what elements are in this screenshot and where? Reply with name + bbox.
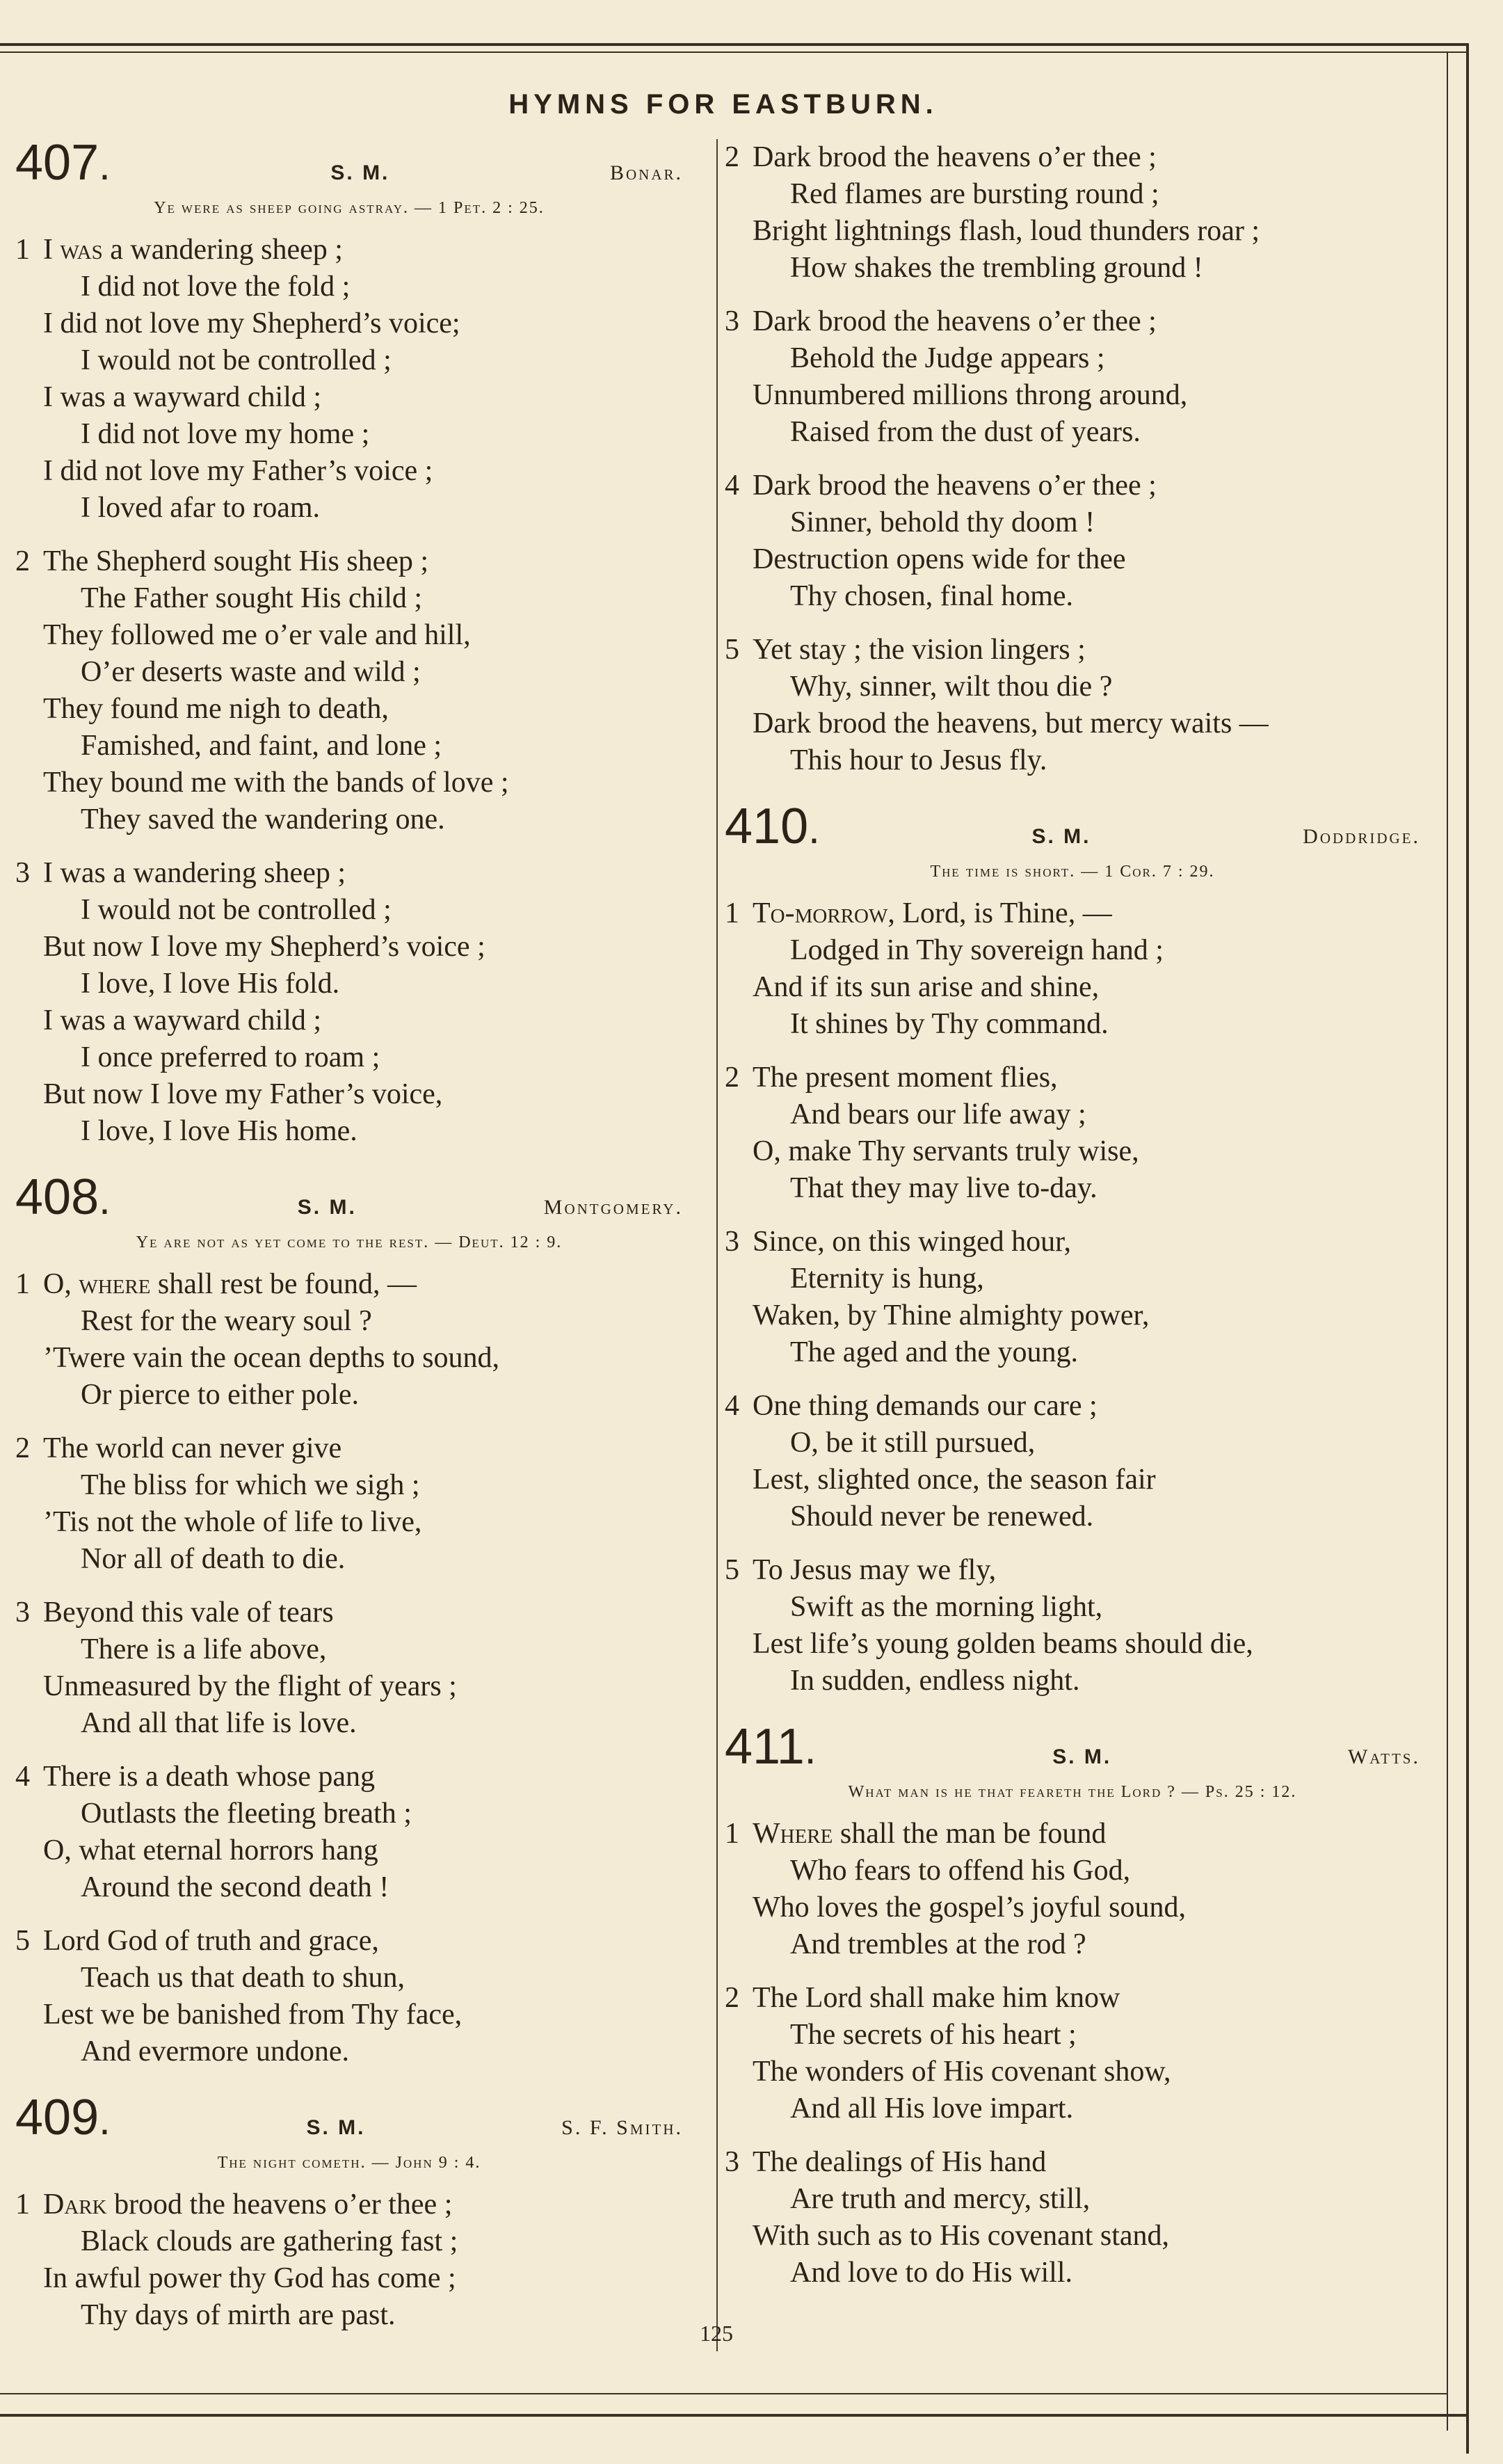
hymn-line: O, what eternal horrors hang — [43, 1834, 378, 1866]
scripture-reference: Ye are not as yet come to the rest. — Deut. 12 : 9. — [136, 1233, 563, 1251]
page-frame-bottom-rule — [0, 2414, 1469, 2417]
stanza-first-word: O, where — [43, 1268, 151, 1300]
hymn-line: They bound me with the bands of love ; — [43, 767, 509, 799]
stanza-5 — [725, 1552, 1420, 1699]
scripture-reference: What man is he that feareth the Lord ? — Ps. 25 : 12. — [848, 1783, 1297, 1801]
hymn-line: The wonders of His covenant show, — [753, 2056, 1171, 2088]
hymn-line: They saved the wandering one. — [81, 803, 445, 835]
hymn-411 — [725, 1719, 1420, 2291]
hymn-line: The present moment flies, — [753, 1062, 1058, 1094]
hymn-line: Destruction opens wide for thee — [753, 543, 1126, 575]
hymn-line: And if its sun arise and shine, — [753, 971, 1100, 1003]
hymn-line: Waken, by Thine almighty power, — [753, 1299, 1150, 1331]
stanza-number: 5 — [725, 1554, 739, 1586]
hymn-line: This hour to Jesus fly. — [790, 744, 1047, 776]
hymn-line: a wandering sheep ; — [102, 234, 343, 266]
hymn-line: Sinner, behold thy doom ! — [790, 506, 1095, 538]
stanza-number: 5 — [725, 634, 739, 666]
stanza-4 — [15, 1759, 683, 1906]
stanza-first-word: I was — [43, 234, 103, 266]
scripture-reference: The time is short. — 1 Cor. 7 : 29. — [930, 863, 1215, 881]
hymn-meter: S. M. — [306, 2116, 366, 2139]
hymn-line: Are truth and mercy, still, — [790, 2183, 1091, 2215]
hymn-line: I was a wayward child ; — [43, 381, 322, 413]
hymn-author: Montgomery. — [543, 1196, 683, 1219]
hymn-line: Lest life’s young golden beams should die, — [753, 1628, 1253, 1660]
hymn-line: Or pierce to either pole. — [81, 1379, 359, 1411]
hymn-line: Yet stay ; the vision lingers ; — [753, 634, 1086, 666]
stanza-number: 4 — [725, 470, 739, 502]
hymn-line: And all His love impart. — [790, 2093, 1074, 2125]
hymn-line: The aged and the young. — [790, 1336, 1079, 1368]
stanza-number: 3 — [725, 1226, 739, 1258]
stanza-1 — [15, 232, 683, 527]
hymn-meter: S. M. — [1052, 1745, 1112, 1768]
stanza-1 — [15, 1266, 683, 1414]
stanza-first-word: Dark — [43, 2189, 107, 2221]
left-column — [15, 135, 683, 2358]
hymn-408 — [15, 1169, 683, 2070]
stanza-1 — [725, 1816, 1420, 1963]
hymn-line: Eternity is hung, — [790, 1263, 984, 1295]
hymn-line: brood the heavens o’er thee ; — [106, 2189, 453, 2221]
hymn-line: The Lord shall make him know — [753, 1982, 1120, 2014]
hymn-line: I once preferred to roam ; — [81, 1041, 380, 1073]
hymn-line: The Father sought His child ; — [81, 582, 423, 614]
stanza-3 — [15, 1594, 683, 1742]
stanza-5 — [15, 1923, 683, 2070]
hymn-heading — [15, 1169, 683, 1225]
hymn-line: Dark brood the heavens o’er thee ; — [753, 470, 1157, 502]
page-frame-top-inner-rule — [0, 51, 1469, 53]
hymn-line: And love to do His will. — [790, 2257, 1072, 2289]
stanza-number: 1 — [15, 1268, 30, 1300]
hymn-line: , Lord, is Thine, — — [887, 897, 1112, 929]
stanza-number: 4 — [15, 1761, 30, 1793]
stanza-2 — [725, 1980, 1420, 2127]
hymn-line: Lest we be banished from Thy face, — [43, 1999, 463, 2031]
hymn-line: Raised from the dust of years. — [790, 416, 1141, 448]
hymn-line: ’Twere vain the ocean depths to sound, — [43, 1342, 500, 1374]
hymn-author: Bonar. — [609, 161, 683, 184]
stanza-number: 5 — [15, 1925, 30, 1957]
hymn-409 — [15, 2090, 683, 2334]
hymn-line: And all that life is love. — [81, 1707, 357, 1739]
stanza-1 — [15, 2186, 683, 2334]
stanza-number: 1 — [15, 234, 30, 266]
hymn-line: Thy days of mirth are past. — [81, 2299, 396, 2331]
stanza-number: 1 — [15, 2189, 30, 2221]
hymn-line: shall rest be found, — — [150, 1268, 417, 1300]
hymn-line: The Shepherd sought His sheep ; — [43, 545, 429, 577]
hymn-line: Thy chosen, final home. — [790, 580, 1074, 612]
hymn-author: S. F. Smith. — [561, 2116, 683, 2139]
hymn-line: It shines by Thy command. — [790, 1008, 1109, 1040]
hymn-line: Rest for the weary soul ? — [81, 1305, 372, 1337]
hymn-line: But now I love my Shepherd’s voice ; — [43, 931, 485, 963]
hymn-line: I did not love my home ; — [81, 418, 370, 450]
page-number: 125 — [700, 2321, 733, 2346]
hymn-line: O, be it still pursued, — [790, 1427, 1036, 1459]
page-frame-right-rule — [1466, 43, 1469, 2454]
stanza-number: 2 — [15, 1432, 30, 1464]
stanza-2 — [725, 139, 1420, 287]
hymn-line: They followed me o’er vale and hill, — [43, 619, 471, 651]
hymn-number: 410. — [725, 799, 820, 854]
stanza-5 — [725, 632, 1420, 779]
stanza-first-word: Where — [753, 1818, 833, 1850]
scripture-reference: The night cometh. — John 9 : 4. — [217, 2154, 481, 2172]
hymn-line: I loved afar to roam. — [81, 492, 321, 524]
hymn-line: I did not love my Father’s voice ; — [43, 455, 433, 487]
scripture-reference: Ye were as sheep going astray. — 1 Pet. 2 : 25. — [154, 199, 545, 217]
hymn-line: Lodged in Thy sovereign hand ; — [790, 934, 1164, 966]
hymn-line: Famished, and faint, and lone ; — [81, 730, 442, 762]
hymn-line: The bliss for which we sigh ; — [81, 1469, 420, 1501]
stanza-number: 3 — [725, 2146, 739, 2178]
hymn-line: And trembles at the rod ? — [790, 1928, 1086, 1960]
hymn-409-continued — [725, 139, 1420, 779]
stanza-4 — [725, 1388, 1420, 1535]
hymn-line: I love, I love His fold. — [81, 968, 340, 1000]
hymn-line: In sudden, endless night. — [790, 1665, 1080, 1697]
hymn-heading — [725, 799, 1420, 854]
stanza-number: 1 — [725, 1818, 739, 1850]
hymn-line: There is a life above, — [81, 1633, 327, 1665]
page-frame-top-rule — [0, 43, 1469, 46]
hymn-line: Dark brood the heavens, but mercy waits — — [753, 707, 1269, 739]
stanza-3 — [725, 303, 1420, 451]
stanza-1 — [725, 895, 1420, 1043]
right-column — [725, 139, 1420, 2315]
hymn-line: To Jesus may we fly, — [753, 1554, 997, 1586]
hymn-line: Dark brood the heavens o’er thee ; — [753, 305, 1157, 337]
stanza-3 — [725, 1224, 1420, 1371]
stanza-2 — [15, 1430, 683, 1578]
hymn-number: 408. — [15, 1169, 111, 1225]
hymn-heading — [15, 2090, 683, 2145]
hymn-line: With such as to His covenant stand, — [753, 2220, 1170, 2252]
hymn-line: The dealings of His hand — [753, 2146, 1047, 2178]
hymn-line: Outlasts the fleeting breath ; — [81, 1798, 412, 1830]
stanza-3 — [15, 855, 683, 1150]
hymn-line: Why, sinner, wilt thou die ? — [790, 671, 1113, 703]
stanza-first-word: To-morrow — [753, 897, 888, 929]
stanza-3 — [725, 2144, 1420, 2291]
hymn-line: shall the man be found — [833, 1818, 1107, 1850]
hymn-line: Since, on this winged hour, — [753, 1226, 1071, 1258]
stanza-2 — [725, 1059, 1420, 1207]
hymn-line: I would not be controlled ; — [81, 344, 392, 376]
hymn-line: Beyond this vale of tears — [43, 1597, 334, 1629]
hymn-line: Should never be renewed. — [790, 1501, 1094, 1533]
hymn-line: Lord God of truth and grace, — [43, 1925, 379, 1957]
hymn-410 — [725, 799, 1420, 1699]
hymn-line: Teach us that death to shun, — [81, 1962, 405, 1994]
hymn-line: They found me nigh to death, — [43, 693, 389, 725]
hymn-line: Who fears to offend his God, — [790, 1855, 1131, 1887]
column-divider — [716, 139, 718, 2351]
hymn-line: That they may live to-day. — [790, 1172, 1098, 1204]
stanza-number: 2 — [725, 141, 739, 173]
stanza-4 — [725, 467, 1420, 615]
page-frame-bottom-inner-rule — [0, 2393, 1448, 2394]
hymn-line: Dark brood the heavens o’er thee ; — [753, 141, 1157, 173]
hymn-line: Nor all of death to die. — [81, 1543, 346, 1575]
hymn-line: The world can never give — [43, 1432, 342, 1464]
stanza-number: 3 — [15, 857, 30, 889]
hymn-line: ’Tis not the whole of life to live, — [43, 1506, 422, 1538]
hymn-line: In awful power thy God has come ; — [43, 2262, 456, 2294]
hymn-line: And bears our life away ; — [790, 1098, 1086, 1130]
hymn-line: The secrets of his heart ; — [790, 2019, 1077, 2051]
hymn-line: One thing demands our care ; — [753, 1390, 1098, 1422]
hymn-meter: S. M. — [297, 1196, 357, 1219]
hymn-line: But now I love my Father’s voice, — [43, 1078, 443, 1110]
hymn-line: I was a wandering sheep ; — [43, 857, 346, 889]
stanza-number: 2 — [725, 1062, 739, 1094]
hymn-number: 411. — [725, 1719, 817, 1775]
hymn-heading — [15, 135, 683, 191]
hymn-meter: S. M. — [330, 161, 390, 184]
hymn-number: 409. — [15, 2090, 111, 2145]
page-header: HYMNS FOR EASTBURN. — [508, 89, 938, 120]
hymn-line: O’er deserts waste and wild ; — [81, 656, 421, 688]
hymn-line: I would not be controlled ; — [81, 894, 392, 926]
stanza-number: 4 — [725, 1390, 739, 1422]
stanza-number: 2 — [15, 545, 30, 577]
hymn-line: I did not love the fold ; — [81, 271, 351, 303]
hymn-line: I was a wayward child ; — [43, 1005, 322, 1037]
hymn-line: Red flames are bursting round ; — [790, 178, 1159, 210]
stanza-number: 1 — [725, 897, 739, 929]
hymn-line: Unnumbered millions throng around, — [753, 379, 1188, 411]
stanza-number: 3 — [725, 305, 739, 337]
hymn-line: Around the second death ! — [81, 1871, 389, 1903]
hymn-heading — [725, 1719, 1420, 1775]
hymn-line: Swift as the morning light, — [790, 1591, 1103, 1623]
hymn-line: How shakes the trembling ground ! — [790, 252, 1203, 284]
hymn-line: Unmeasured by the flight of years ; — [43, 1670, 457, 1702]
hymn-line: And evermore undone. — [81, 2035, 350, 2067]
hymn-line: I did not love my Shepherd’s voice; — [43, 307, 460, 339]
stanza-2 — [15, 543, 683, 838]
hymn-line: Who loves the gospel’s joyful sound, — [753, 1891, 1186, 1923]
hymn-line: I love, I love His home. — [81, 1115, 357, 1147]
hymn-number: 407. — [15, 135, 111, 191]
stanza-number: 3 — [15, 1597, 30, 1629]
hymn-line: Bright lightnings flash, loud thunders roar ; — [753, 215, 1260, 247]
hymn-author: Doddridge. — [1303, 825, 1420, 848]
hymn-line: Behold the Judge appears ; — [790, 342, 1105, 374]
stanza-number: 2 — [725, 1982, 739, 2014]
hymn-407 — [15, 135, 683, 1150]
hymn-author: Watts. — [1347, 1745, 1420, 1768]
page-frame-right-inner-rule — [1447, 51, 1448, 2431]
hymn-line: Black clouds are gathering fast ; — [81, 2225, 458, 2257]
hymn-line: O, make Thy servants truly wise, — [753, 1135, 1139, 1167]
hymn-line: Lest, slighted once, the season fair — [753, 1464, 1156, 1496]
hymn-meter: S. M. — [1031, 825, 1091, 848]
hymn-line: There is a death whose pang — [43, 1761, 375, 1793]
